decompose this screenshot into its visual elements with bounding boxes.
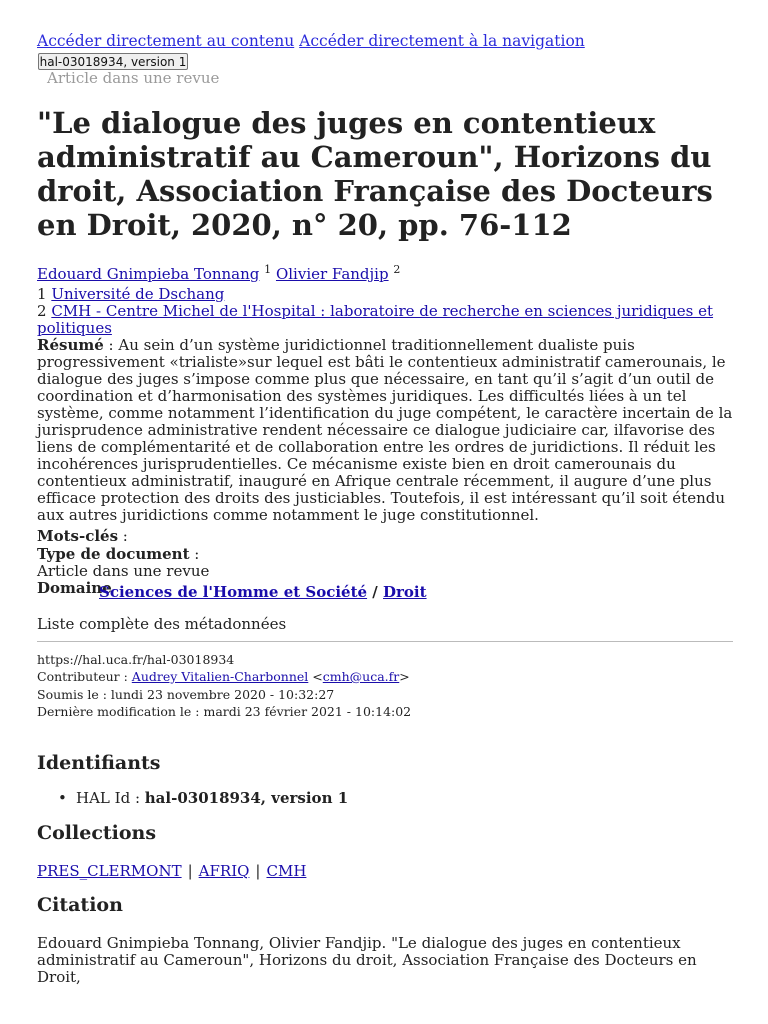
citation-heading: Citation — [37, 894, 123, 916]
affiliation-number: 1 — [37, 285, 47, 303]
metadata-toggle[interactable]: Liste complète des métadonnées — [37, 615, 287, 633]
affiliation-number: 2 — [37, 302, 47, 320]
affiliation-item — [37, 303, 717, 337]
author-affiliation-number: 2 — [393, 263, 401, 276]
collections-list — [37, 863, 306, 880]
contributor-label: Contributeur : — [37, 669, 132, 684]
abstract-text: Au sein d’un système juridictionnel traditionnellement dualiste puis progressivement «trialiste»sur lequel est bâti le contentieux administratif camerounais, le dialogue des juges s’impose comme plus que nécessaire, en tant qu’il s’agit d’un outil de coordination et d’harmonisation des systèmes juridiques. Les difficultés liées à un tel système, comme notamment l’identification du juge compétent, le caractère incertain de la jurisprudence administrative rendent nécessaire ce dialogue judiciaire car, ilfavorise des liens de complémentarité et de collaboration entre les ordres de juridictions. Il réduit les incohérences jurisprudentielles. Ce mécanisme existe bien en droit camerounais du contentieux administratif, inauguré en Afrique centrale récemment, il augure d’une plus efficace protection des droits des justiciables. Toutefois, il est intéressant qu’il soit étendu aux autres juridictions comme notamment le juge constitutionnel. — [37, 336, 733, 524]
hal-id-label: HAL Id : — [76, 789, 145, 807]
submitted-date: Soumis le : lundi 23 novembre 2020 - 10:32:27 — [37, 687, 335, 702]
collection-separator: | — [255, 862, 261, 880]
author-link[interactable]: Edouard Gnimpieba Tonnang — [37, 265, 260, 283]
author-link[interactable]: Olivier Fandjip — [275, 265, 389, 283]
contributor-email-link[interactable]: cmh@uca.fr — [322, 669, 400, 684]
abstract — [37, 337, 737, 524]
modified-date: Dernière modification le : mardi 23 février 2021 - 10:14:02 — [37, 704, 412, 719]
citation-text: Edouard Gnimpieba Tonnang, Olivier Fandjip. "Le dialogue des juges en contentieux administratif au Cameroun", Horizons du droit, Association Française des Docteurs en Droit, — [37, 934, 697, 986]
contributor-link[interactable]: Audrey Vitalien-Charbonnel — [131, 669, 309, 684]
abstract-label: Résumé — [37, 336, 104, 354]
document-type — [37, 546, 199, 563]
collection-link-afriq[interactable]: AFRIQ — [198, 862, 250, 880]
document-type-heading: Type de document — [37, 545, 190, 563]
skip-links — [37, 33, 585, 50]
contributor: Contributeur : Audrey Vitalien-Charbonnel <cmh@uca.fr> — [37, 669, 410, 684]
collection-link-cmh[interactable]: CMH — [266, 862, 307, 880]
collection-separator: | — [187, 862, 193, 880]
keywords-label: Mots-clés — [37, 527, 119, 545]
keywords — [37, 528, 128, 545]
document-type-label: Article dans une revue — [47, 69, 220, 87]
affiliation-link[interactable]: Université de Dschang — [51, 285, 225, 303]
document-type-colon: : — [189, 545, 200, 563]
domain-link-shs[interactable]: Sciences de l'Homme et Société — [99, 583, 368, 601]
domain — [37, 579, 427, 601]
version-button[interactable]: hal-03018934, version 1 — [39, 55, 187, 69]
domain-link-droit[interactable]: Droit — [383, 583, 427, 601]
domain-links — [99, 584, 427, 601]
collection-link-pres-clermont[interactable]: PRES_CLERMONT — [37, 862, 182, 880]
skip-to-navigation-link[interactable]: Accéder directement à la navigation — [299, 32, 585, 50]
page-title: "Le dialogue des juges en contentieux administratif au Cameroun", Horizons du droit, Association Française des Docteurs en Droit, 2020, n° 20, pp. 76-112 — [37, 106, 713, 242]
authors — [37, 263, 401, 283]
domain-separator: / — [367, 583, 384, 601]
affiliation-item — [37, 286, 224, 303]
keywords-colon: : — [118, 527, 128, 545]
domain-label: Domaine — [37, 579, 112, 597]
author-affiliation-number: 1 — [264, 263, 272, 276]
divider — [37, 641, 733, 642]
abstract-separator: : — [103, 336, 119, 354]
identifiers-heading: Identifiants — [37, 752, 161, 774]
collections-heading: Collections — [37, 822, 157, 844]
record-url: https://hal.uca.fr/hal-03018934 — [37, 652, 235, 667]
document-type-value: Article dans une revue — [37, 562, 210, 580]
affiliation-link[interactable]: CMH - Centre Michel de l'Hospital : laboratoire de recherche en sciences juridiques et politiques — [37, 302, 714, 337]
bullet-icon: • — [58, 789, 67, 807]
skip-to-content-link[interactable]: Accéder directement au contenu — [37, 32, 295, 50]
hal-id-value: hal-03018934, version 1 — [144, 789, 349, 807]
